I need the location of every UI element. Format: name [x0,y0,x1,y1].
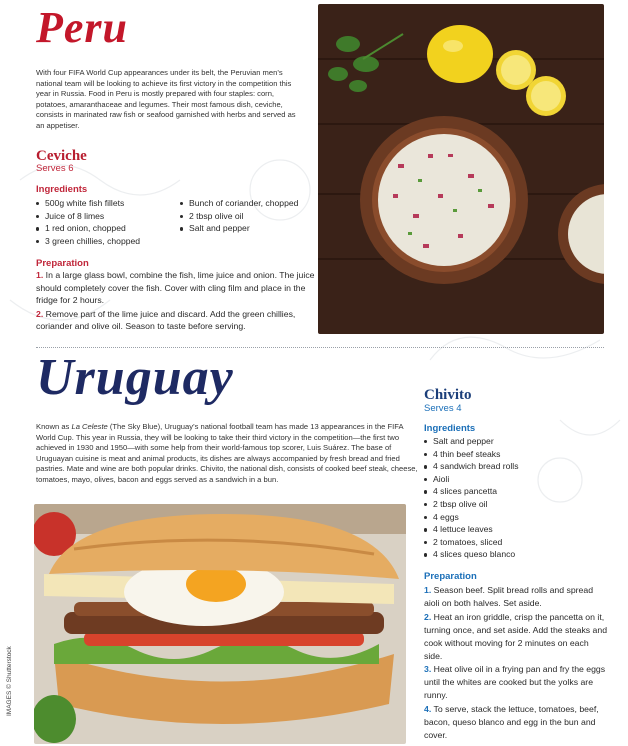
step-text: To serve, stack the lettuce, tomatoes, beef, bacon, queso blanco and egg in the bun and cover. [424,704,599,740]
step-number: 1. [36,270,44,280]
step-text: Heat an iron griddle, crisp the pancetta on it, turning once, and set aside. Add the steaks and cook without moving for 2 minutes on each side. [424,611,608,661]
ceviche-steps [36,269,316,334]
ceviche-preparation-heading: Preparation [36,258,89,269]
step [36,308,316,333]
step [424,703,608,742]
list-item: 4 slices queso blanco [424,548,604,561]
uruguay-title: Uruguay [36,349,234,406]
chivito-preparation-heading: Preparation [424,571,477,582]
list-item: Aioli [424,473,604,486]
list-item: 2 tomatoes, sliced [424,536,604,549]
step-number: 2. [36,308,44,319]
step-number: 2. [424,611,432,622]
intro-emphasis: La Celeste [71,422,108,431]
ceviche-serves: Serves 6 [36,163,74,174]
list-item: 4 eggs [424,511,604,524]
chivito-steps [424,584,608,743]
step [424,611,608,663]
list-item: 4 slices pancetta [424,485,604,498]
ceviche-ingredients-heading: Ingredients [36,184,88,195]
peru-intro: With four FIFA World Cup appearances under its belt, the Peruvian men’s national team will be looking to achieve its first victory in the competition this year in Russia. Food in Peru is mostly prepared with four staples: corn, potatoes, amaranthaceae and legumes. Their most famous dish, ceviche, consists in marinated raw fish or seafood garnished with herbs and served as an appetiser. [36,68,296,130]
list-item: Salt and pepper [180,222,310,235]
list-item: 3 green chillies, chopped [36,235,186,248]
ceviche-ingredients-col1 [36,197,186,247]
step-number: 3. [424,664,432,675]
list-item: 4 lettuce leaves [424,523,604,536]
step-text: Season beef. Split bread rolls and spread aioli on both halves. Set aside. [424,585,594,608]
ceviche-photo [318,4,604,334]
peru-title: Peru [36,3,128,52]
chivito-title: Chivito [424,387,472,403]
ceviche-title: Ceviche [36,148,87,164]
step [424,663,608,702]
step-number: 1. [424,585,432,595]
uruguay-intro: Known as La Celeste (The Sky Blue), Uruguay’s national football team has made 13 appearances in the FIFA World Cup. This year in Russia, they will be looking to take their third victory in the competition—the first two achieved in 1930 and 1950—with some help from their world-famous top scorer, Luis Suárez. The base of Uruguayan cuisine is meat and animal products, its dishes are always accompanied by fresh bread and fried pastries. Mate and wine are both popular drinks. Chivito, the national dish, consists of cooked beef steak, cheese, tomatoes, mayo, olives, bacon and eggs served as a sandwich in a bun. [36,422,418,484]
list-item: 2 tbsp olive oil [180,210,310,223]
step-text: In a large glass bowl, combine the fish, lime juice and onion. The juice should completely cover the fish. Cover with cling film and place in the fridge for 2 hours. [36,270,315,306]
ceviche-ingredients-col2 [180,197,310,235]
step [424,584,608,610]
list-item: 4 thin beef steaks [424,448,604,461]
step-number: 4. [424,704,432,715]
list-item: 2 tbsp olive oil [424,498,604,511]
list-item: Bunch of coriander, chopped [180,197,310,210]
list-item: Salt and pepper [424,435,604,448]
list-item: Juice of 8 limes [36,210,186,223]
list-item: 1 red onion, chopped [36,222,186,235]
chivito-serves: Serves 4 [424,403,462,414]
list-item: 4 sandwich bread rolls [424,460,604,473]
list-item: 500g white fish fillets [36,197,186,210]
step [36,269,316,307]
step-text: Heat olive oil in a frying pan and fry the eggs until the whites are cooked but the yolks are runny. [424,664,606,701]
image-credit: IMAGES © Shutterstock [6,646,13,716]
chivito-ingredients-heading: Ingredients [424,423,476,434]
step-text: Remove part of the lime juice and discard. Add the green chillies, coriander and olive oil. Season to taste before serving. [36,308,296,332]
chivito-ingredients [424,435,604,561]
chivito-photo [34,504,406,744]
